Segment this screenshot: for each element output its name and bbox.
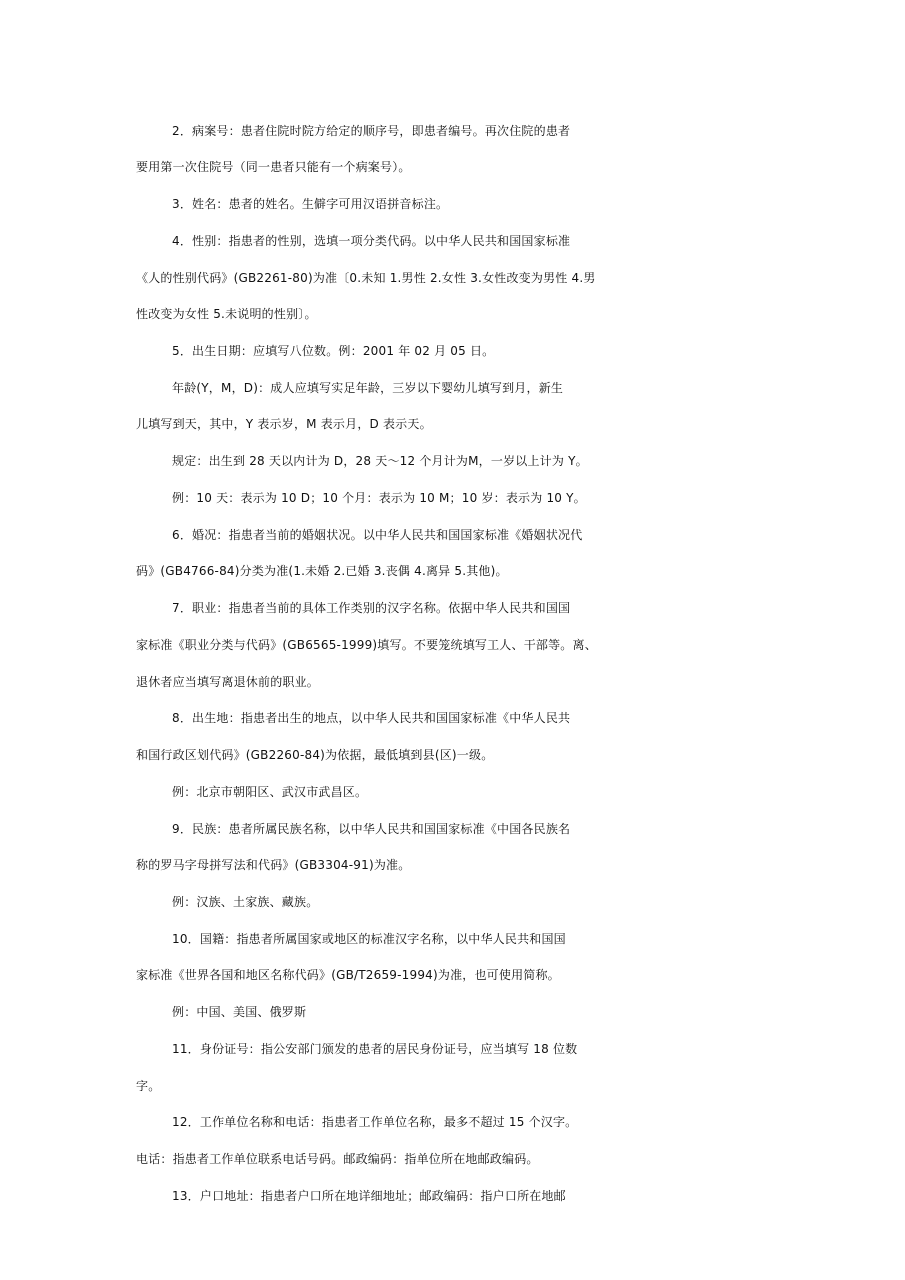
text-line: 《人的性别代码》(GB2261-80)为准〔0.未知 1.男性 2.女性 3.女性改变为男性 4.男 bbox=[136, 271, 596, 285]
text-line: 13．户口地址：指患者户口所在地详细地址；邮政编码：指户口所在地邮 bbox=[172, 1189, 566, 1203]
text-line: 11．身份证号：指公安部门颁发的患者的居民身份证号，应当填写 18 位数 bbox=[172, 1042, 578, 1056]
text-line: 2．病案号：患者住院时院方给定的顺序号，即患者编号。再次住院的患者 bbox=[172, 124, 571, 138]
text-line: 性改变为女性 5.未说明的性别〕。 bbox=[136, 307, 317, 321]
text-line: 和国行政区划代码》(GB2260-84)为依据，最低填到县(区)一级。 bbox=[136, 748, 494, 762]
text-line: 例：10 天：表示为 10 D；10 个月：表示为 10 M；10 岁：表示为 10 Y。 bbox=[172, 491, 586, 505]
text-line: 字。 bbox=[136, 1079, 161, 1093]
text-line: 例：汉族、土家族、藏族。 bbox=[172, 895, 319, 909]
text-line: 6．婚况：指患者当前的婚姻状况。以中华人民共和国国家标准《婚姻状况代 bbox=[172, 528, 583, 542]
text-line: 10．国籍：指患者所属国家或地区的标准汉字名称，以中华人民共和国国 bbox=[172, 932, 566, 946]
text-line: 年龄(Y，M，D)：成人应填写实足年龄，三岁以下婴幼儿填写到月，新生 bbox=[172, 381, 564, 395]
text-line: 例：中国、美国、俄罗斯 bbox=[172, 1005, 307, 1019]
text-line: 要用第一次住院号（同一患者只能有一个病案号）。 bbox=[136, 160, 411, 174]
text-line: 码》(GB4766-84)分类为准(1.未婚 2.已婚 3.丧偶 4.离异 5.其他)。 bbox=[136, 564, 508, 578]
text-line: 例：北京市朝阳区、武汉市武昌区。 bbox=[172, 785, 368, 799]
text-line: 5．出生日期：应填写八位数。例：2001 年 02 月 05 日。 bbox=[172, 344, 495, 358]
text-line: 12．工作单位名称和电话：指患者工作单位名称，最多不超过 15 个汉字。 bbox=[172, 1115, 578, 1129]
text-line: 7．职业：指患者当前的具体工作类别的汉字名称。依据中华人民共和国国 bbox=[172, 601, 571, 615]
text-line: 4．性别：指患者的性别，选填一项分类代码。以中华人民共和国国家标准 bbox=[172, 234, 571, 248]
text-line: 9．民族：患者所属民族名称，以中华人民共和国国家标准《中国各民族名 bbox=[172, 822, 571, 836]
text-line: 8．出生地：指患者出生的地点，以中华人民共和国国家标准《中华人民共 bbox=[172, 711, 571, 725]
text-line: 规定：出生到 28 天以内计为 D，28 天～12 个月计为M，一岁以上计为 Y。 bbox=[172, 454, 588, 468]
text-line: 3．姓名：患者的姓名。生僻字可用汉语拼音标注。 bbox=[172, 197, 449, 211]
text-line: 家标准《职业分类与代码》(GB6565-1999)填写。不要笼统填写工人、干部等。离、 bbox=[136, 638, 597, 652]
text-line: 电话：指患者工作单位联系电话号码。邮政编码：指单位所在地邮政编码。 bbox=[136, 1152, 539, 1166]
text-line: 家标准《世界各国和地区名称代码》(GB/T2659-1994)为准，也可使用简称。 bbox=[136, 968, 560, 982]
text-line: 退休者应当填写离退休前的职业。 bbox=[136, 675, 320, 689]
text-line: 称的罗马字母拼写法和代码》(GB3304-91)为准。 bbox=[136, 858, 411, 872]
text-line: 儿填写到天，其中，Y 表示岁，M 表示月，D 表示天。 bbox=[136, 417, 432, 431]
